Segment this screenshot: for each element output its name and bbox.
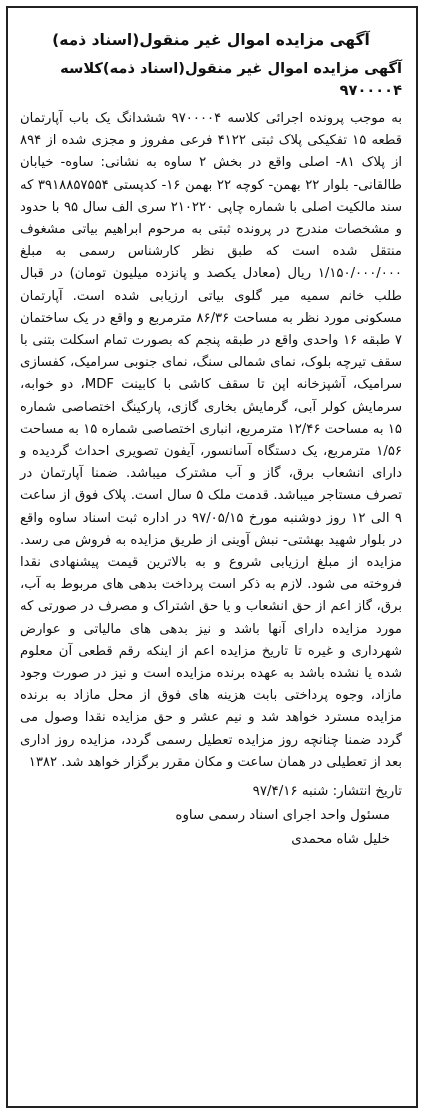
notice-body: به موجب پرونده اجرائی کلاسه ۹۷۰۰۰۰۴ ششدانگ یک باب آپارتمان قطعه ۱۵ تفکیکی پلاک ثبتی ۴۱۲۲ فرعی مفروز و مجزی شده از ۸۹۴ از پلاک ۸۱- اصلی واقع در بخش ۲ ساوه به نشانی: ساوه- خیابان طالقانی- بلوار ۲۲ بهمن- کوچه ۲۲ بهمن ۱۶- کدپستی ۳۹۱۸۸۵۷۵۵۴ که سند مالکیت اصلی با شماره چاپی ۲۱۰۲۲۰ سری الف سال ۹۵ با حدود و مشخصات مندرج در پرونده ثبتی به مرحوم ابراهیم بیاتی مشغوف منتقل شده است که طبق نظر کارشناس رسمی به مبلغ ۱/۱۵۰/۰۰۰/۰۰۰ ریال (معادل یکصد و پانزده میلیون تومان) در قبال طلب خانم سمیه میر گلوی بیاتی ارزیابی شده است. آپارتمان مسکونی مورد نظر به مساحت ۸۶/۳۶ مترمربع و واقع در یک ساختمان ۷ طبقه ۱۶ واحدی واقع در طبقه پنجم که بصورت تمام اسکلت بتنی با سقف تیرچه بلوک، نمای شمالی سنگ، نمای جنوبی سرامیک، کفسازی سرامیک، آشپزخانه اپن تا سقف کاشی با کابینت MDF، دو خوابه، سرمایش کولر آبی، گرمایش بخاری گازی، پارکینگ اختصاصی شماره ۱۵ به مساحت ۱۲/۴۶ مترمربع، انباری اختصاصی شماره ۱۵ به مساحت ۱/۵۶ مترمربع، یک دستگاه آسانسور، آیفون تصویری احداث گردیده و دارای انشعاب برق، گاز و آب مشترک میباشد. ضمنا آپارتمان در تصرف مستاجر میباشد. قدمت ملک ۵ سال است. پلاک فوق از ساعت ۹ الی ۱۲ روز دوشنبه مورخ ۹۷/۰۵/۱۵ در اداره ثبت اسناد ساوه واقع در بلوار شهید بهشتی- نبش آوینی از طریق مزایده به فروش می رسد. مزایده از مبلغ ارزیابی شروع و به بالاترین قیمت پیشنهادی نقدا فروخته می شود. لازم به ذکر است پرداخت بدهی های مربوط به آب، برق، گاز اعم از حق انشعاب و یا حق اشتراک و مصرف در صورتی که مورد مزایده دارای آنها باشد و نیز بدهی های مالیاتی و عوارض شهرداری و غیره تا تاریخ مزایده اعم از اینکه رقم قطعی آن معلوم شده یا نشده باشد به عهده برنده مزایده است و نیز در صورت وجود مازاد، وجوه پرداختی بابت هزینه های فوق از محل مازاد به برنده مزایده مسترد خواهد شد و نیم عشر و حق مزایده نقدا وصول می گردد ضمنا چنانچه روز مزایده تعطیل رسمی گردد، مزایده روز اداری بعد از تعطیلی در همان ساعت و مکان مقرر برگزار خواهد شد. ۱۳۸۲ [20, 111, 403, 770]
signature-role: مسئول واحد اجرای اسناد رسمی ساوه [175, 808, 390, 824]
notice-subtitle: آگهی مزایده اموال غیر منقول(اسناد ذمه)کلاسه ۹۷۰۰۰۰۴ [60, 60, 402, 99]
notice-title: آگهی مزایده اموال غیر منقول(اسناد ذمه) [52, 31, 370, 49]
publish-date: تاریخ انتشار: شنبه ۹۷/۴/۱۶ [252, 784, 402, 800]
notice-frame [6, 6, 418, 1108]
signature-name: خلیل شاه محمدی [291, 832, 390, 848]
notice-footer [20, 780, 402, 852]
